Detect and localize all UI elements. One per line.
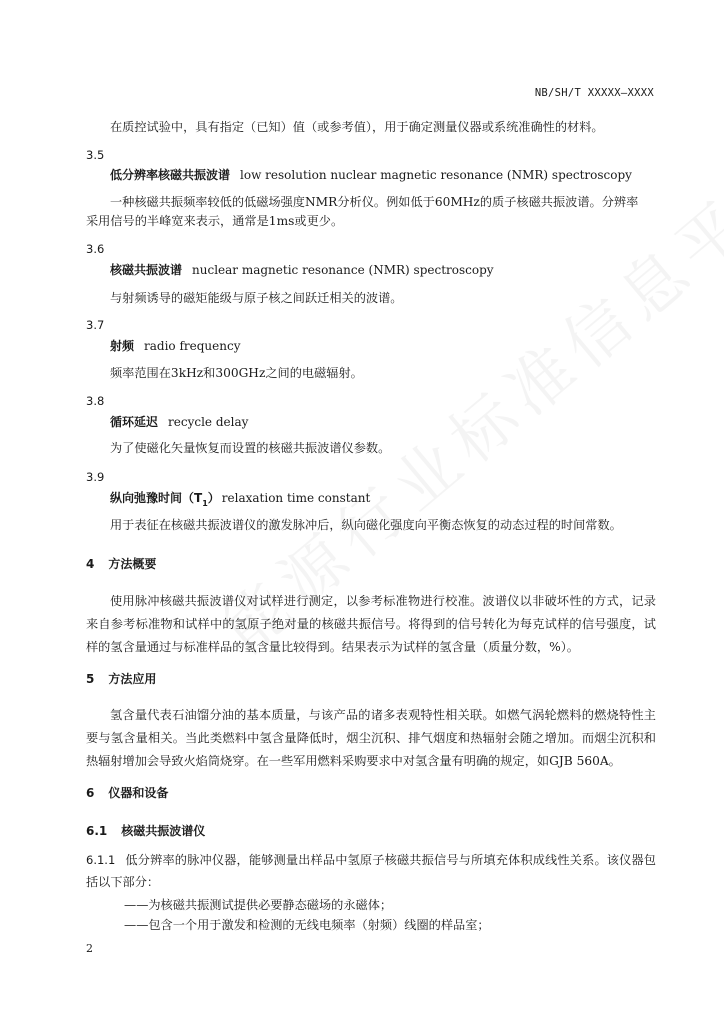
- subsection-title: 核磁共振波谱仪: [121, 824, 206, 838]
- term-definition: 与射频诱导的磁矩能级与原子核之间跃迁相关的波谱。: [110, 291, 403, 305]
- term-definition-cont: 采用信号的半峰宽来表示，通常是1ms或更少。: [86, 214, 344, 228]
- term-cn: 纵向弛豫时间（T: [110, 491, 203, 505]
- term-en: low resolution nuclear magnetic resonance (NMR) spectroscopy: [240, 168, 632, 182]
- term-en: radio frequency: [144, 339, 241, 353]
- term-cn: 循环延迟: [110, 415, 159, 429]
- term-title: [110, 164, 632, 183]
- term-definition: 一种核磁共振频率较低的低磁场强度NMR分析仪。例如低于60MHz的质子核磁共振波谱。分辨率: [110, 195, 639, 209]
- page-number: 2: [86, 942, 93, 955]
- section-number: 6: [86, 786, 95, 800]
- section-heading: [86, 555, 156, 572]
- section-paragraph: 氢含量代表石油馏分油的基本质量，与该产品的诸多表观特性相关联。如燃气涡轮燃料的燃烧特性主要与氢含量相关。当此类燃料中氢含量降低时，烟尘沉积、排气烟度和热辐射会随之增加。而烟尘沉积和热辐射增加会导致火焰筒烧穿。在一些军用燃料采购要求中对氢含量有明确的规定，如GJB 560A。: [86, 708, 656, 768]
- term-cn: 射频: [110, 339, 135, 353]
- section-title: 方法概要: [108, 557, 157, 571]
- section-title: 仪器和设备: [108, 786, 169, 800]
- term-title: [110, 335, 240, 354]
- term-cn-tail: ）: [207, 491, 220, 505]
- intro-definition: 在质控试验中，具有指定（已知）值（或参考值），用于确定测量仪器或系统准确性的材料。: [110, 120, 604, 134]
- term-title: [110, 487, 370, 508]
- section-heading: [86, 670, 156, 687]
- section-title: 方法应用: [108, 672, 157, 686]
- section-number: 4: [86, 557, 95, 571]
- term-en: nuclear magnetic resonance (NMR) spectroscopy: [192, 263, 494, 277]
- subsection-number: 6.1: [86, 824, 108, 838]
- term-number: 3.5: [86, 148, 105, 162]
- subsection-heading: [86, 822, 205, 839]
- clause-text: 低分辨率的脉冲仪器，能够测量出样品中氢原子核磁共振信号与所填充体积成线性关系。该仪器包括以下部分：: [86, 853, 656, 889]
- term-number: 3.7: [86, 318, 105, 332]
- term-definition: 为了使磁化矢量恢复而设置的核磁共振波谱仪参数。: [110, 441, 391, 455]
- term-title: [110, 259, 494, 278]
- document-code: NB/SH/T XXXXX—XXXX: [534, 87, 654, 99]
- term-number: 3.6: [86, 242, 105, 256]
- clause-paragraph: [86, 849, 656, 893]
- section-number: 5: [86, 672, 95, 686]
- term-cn: 核磁共振波谱: [110, 263, 183, 277]
- term-definition: 用于表征在核磁共振波谱仪的激发脉冲后，纵向磁化强度向平衡态恢复的动态过程的时间常数。: [110, 518, 622, 532]
- term-number: 3.8: [86, 394, 105, 408]
- list-item: ——包含一个用于激发和检测的无线电频率（射频）线圈的样品室；: [124, 918, 490, 932]
- section-paragraph: 使用脉冲核磁共振波谱仪对试样进行测定，以参考标准物进行校准。波谱仪以非破坏性的方式，记录来自参考标准物和试样中的氢原子绝对量的核磁共振信号。将得到的信号转化为每克试样的信号强度，试样的氢含量通过与标准样品的氢含量比较得到。结果表示为试样的氢含量（质量分数，%）。: [86, 594, 656, 654]
- term-title: [110, 411, 248, 430]
- term-en: relaxation time constant: [221, 491, 371, 505]
- term-cn: 低分辨率核磁共振波谱: [110, 168, 231, 182]
- term-subscript: 1: [202, 499, 208, 509]
- term-definition: 频率范围在3kHz和300GHz之间的电磁辐射。: [110, 366, 363, 380]
- section-heading: [86, 784, 168, 801]
- list-item: ——为核磁共振测试提供必要静态磁场的永磁体；: [124, 898, 393, 912]
- clause-number: 6.1.1: [86, 853, 116, 867]
- term-number: 3.9: [86, 470, 105, 484]
- term-en: recycle delay: [168, 415, 249, 429]
